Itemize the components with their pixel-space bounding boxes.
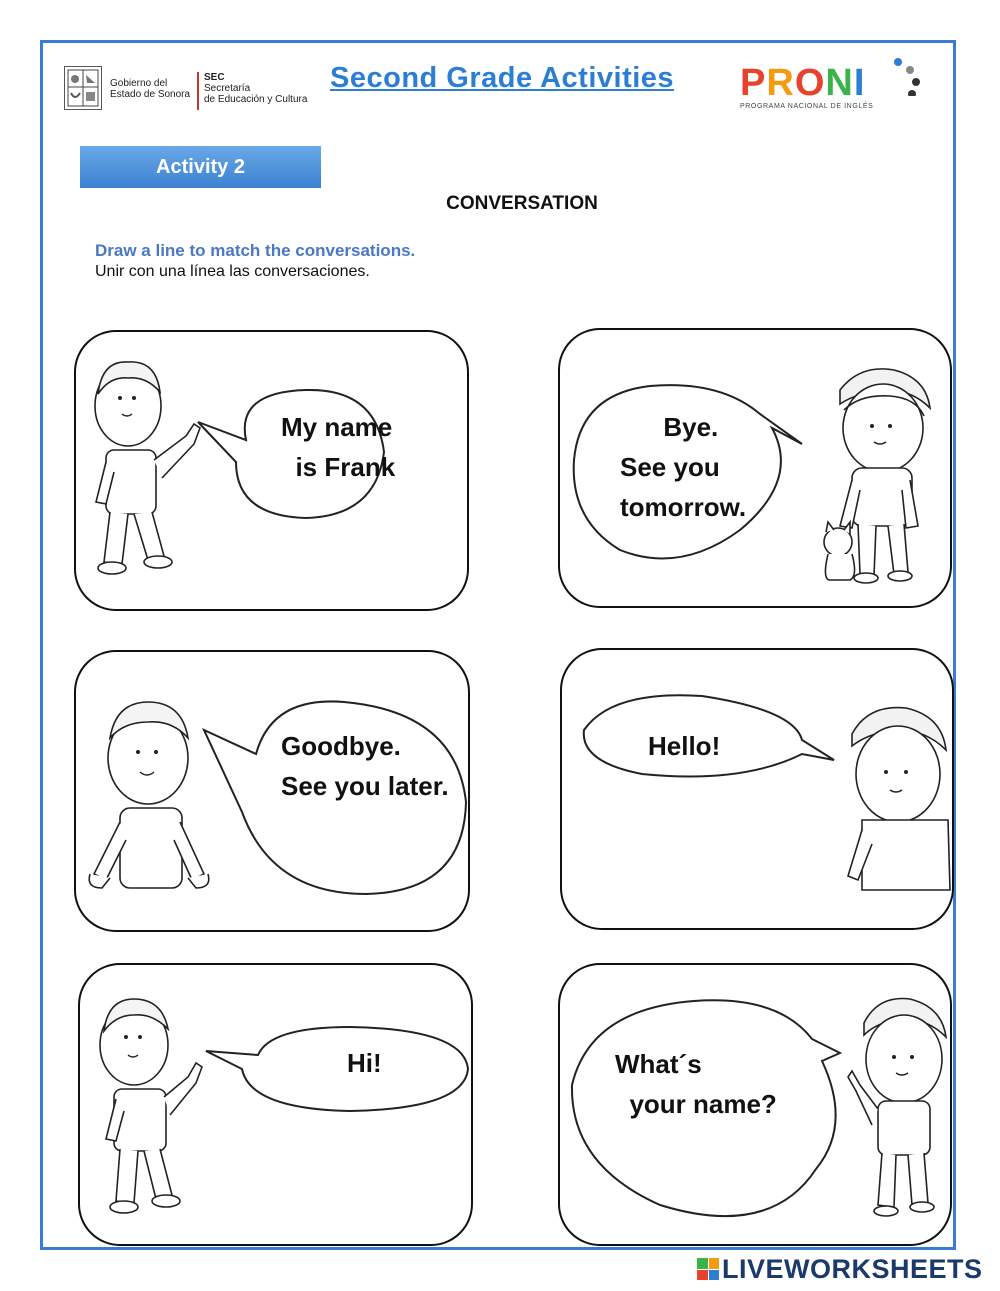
page-title: Second Grade Activities [330,62,675,94]
bubble-text: Hello! [648,731,721,761]
bubble-text: Goodbye. See you later. [281,731,449,801]
activity-tab: Activity 2 [80,146,321,188]
liveworksheets-brand: LIVEWORKSHEETS [722,1253,983,1284]
girl-figure [562,650,956,932]
proni-letter-n: N [825,62,854,104]
gobierno-sec-logo [64,64,314,114]
liveworksheets-logo[interactable] [697,1254,983,1284]
gobierno-line-2: Estado de Sonora [110,89,191,100]
gobierno-line-1: Gobierno del [110,78,168,89]
bubble-text: What´s your name? [615,1049,777,1119]
proni-wordmark [740,62,865,105]
instruction-english: Draw a line to match the conversations. [95,241,416,260]
conversation-card-3[interactable] [74,650,470,932]
sec-line-2: de Educación y Cultura [204,94,308,105]
proni-dots-icon [890,56,930,96]
conversation-card-2[interactable] [558,328,952,608]
instruction-spanish: Unir con una línea las conversaciones. [95,263,370,280]
logo-separator [197,72,199,110]
bubble-text: My name is Frank [281,412,396,482]
conversation-card-4[interactable] [560,648,954,930]
sec-line-1: Secretaría [204,83,251,94]
coat-of-arms-icon [64,66,102,110]
speech-bubble [206,1027,468,1111]
section-title: CONVERSATION [446,193,598,214]
bubble-text: Hi! [347,1048,382,1078]
liveworksheets-icon [697,1258,719,1280]
sec-abbr: SEC [204,72,225,83]
conversation-card-5[interactable] [78,963,473,1246]
proni-letter-r: R [766,62,795,104]
proni-letter-p: P [740,62,767,104]
conversation-card-1[interactable] [74,330,469,611]
bubble-text: Bye. See you tomorrow. [620,412,747,522]
proni-logo [740,62,940,116]
proni-letter-i: I [853,62,866,104]
proni-subtitle: PROGRAMA NACIONAL DE INGLÉS [740,103,874,110]
boy-figure [76,332,471,613]
gobierno-text [110,78,195,100]
boy-figure [80,965,475,1248]
sec-text [204,72,319,105]
conversation-card-6[interactable] [558,963,952,1246]
proni-letter-o: O [794,62,826,104]
